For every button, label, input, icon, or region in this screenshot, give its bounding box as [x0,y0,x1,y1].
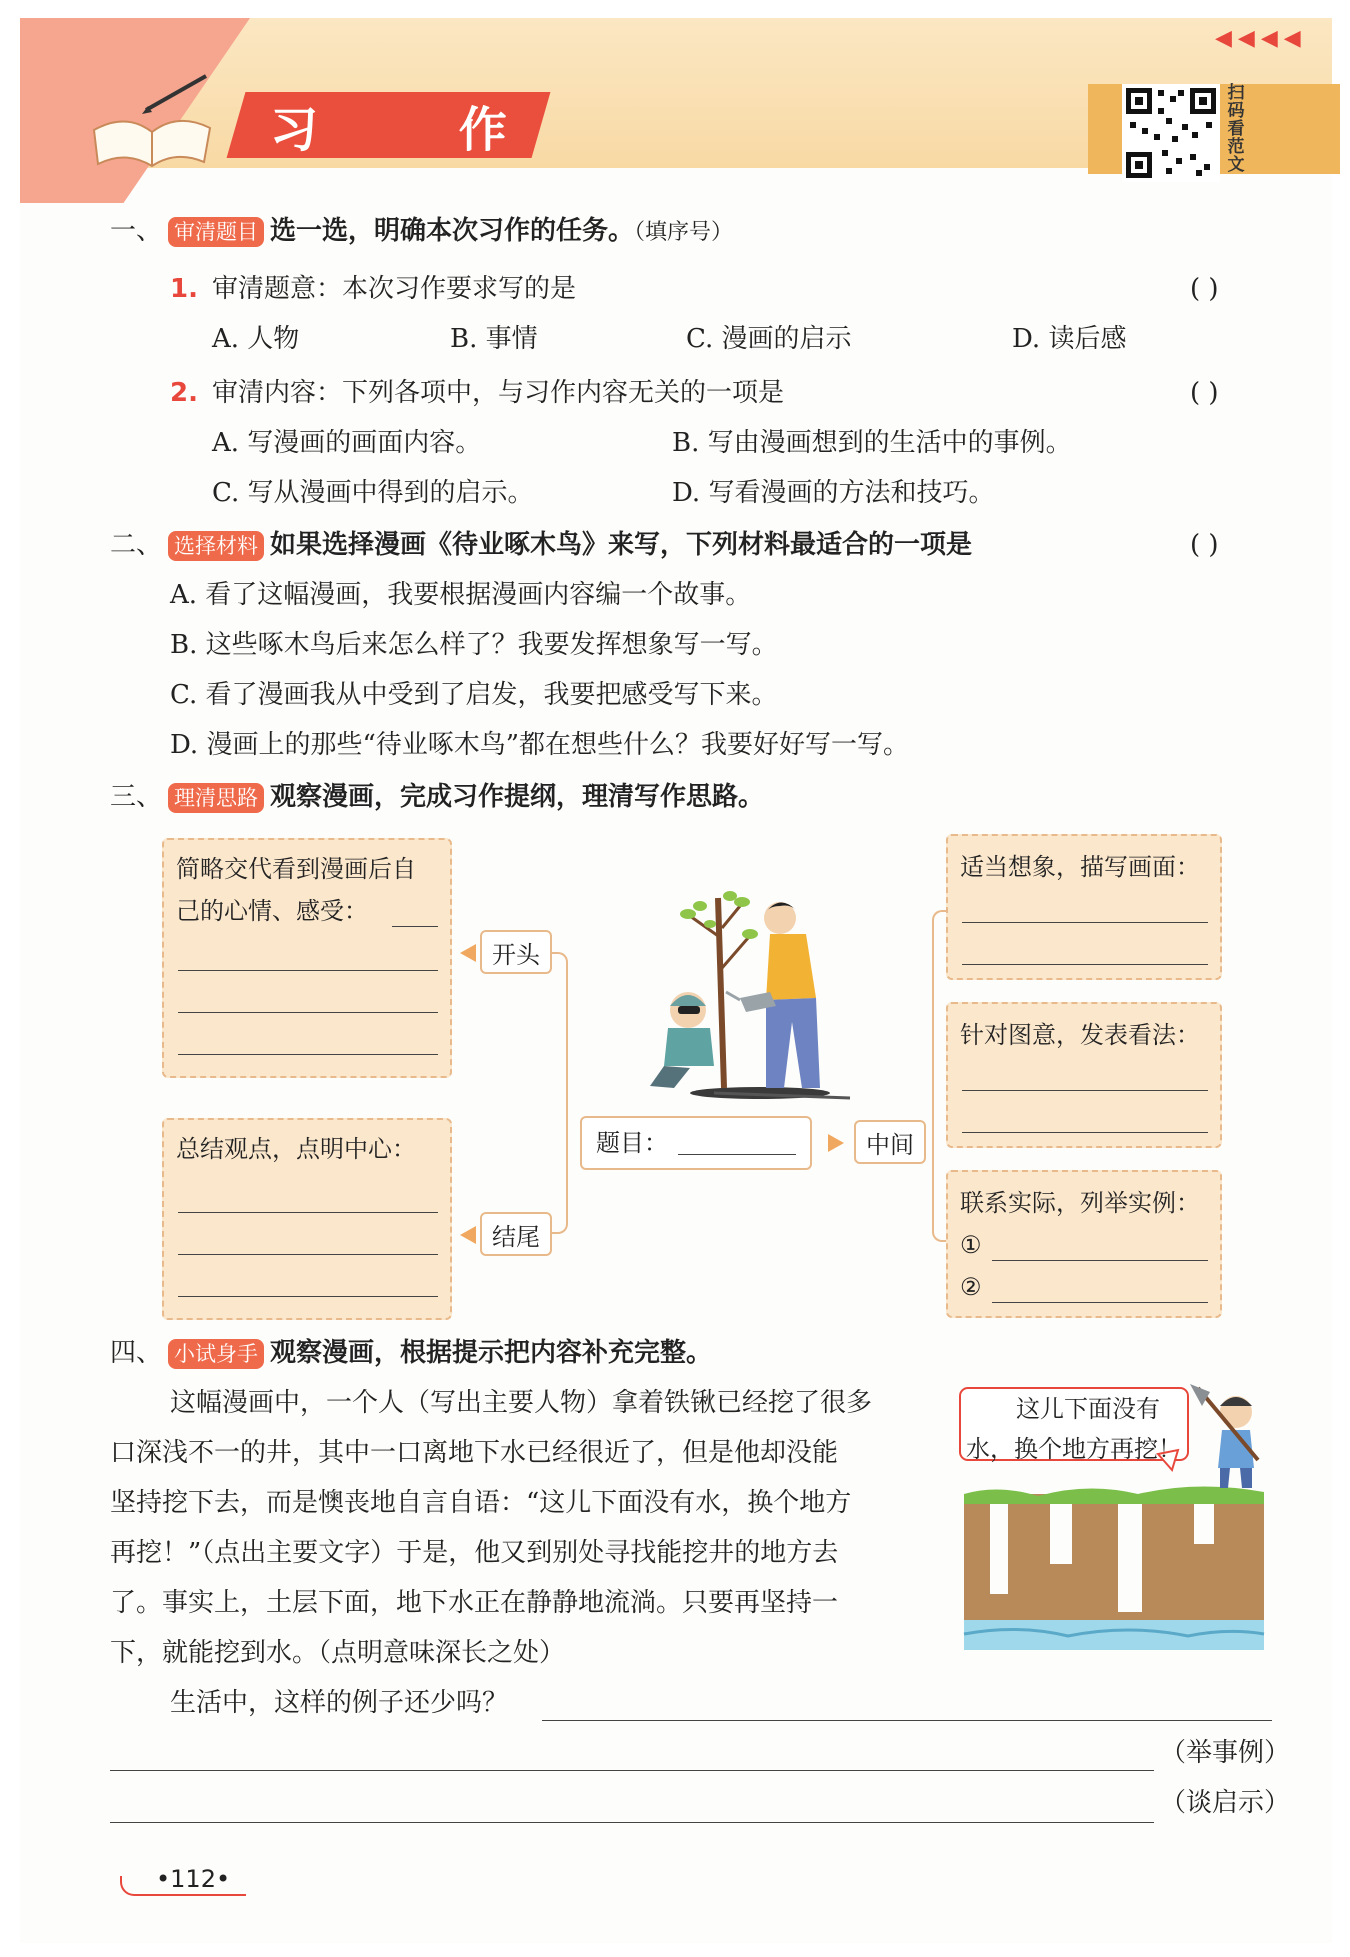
arrow-right-icon [828,1134,844,1152]
well-digging-illustration [958,1384,1276,1670]
q2-option-c: C. 写从漫画中得到的启示。 [212,478,534,508]
qr-code-icon[interactable] [1122,84,1220,182]
outline-box-opening [162,838,452,1078]
section-4-heading [110,1336,712,1370]
arrow-left-icon: ◀ [1260,26,1278,51]
section-1-note: （填序号） [634,220,734,245]
scan-hint-text: 扫码看范文 [1227,83,1245,175]
page-title: 习 作 [270,101,569,158]
arrow-left-icon: ◀ [1283,26,1301,51]
opening-line-3[interactable] [178,1054,438,1055]
answer-line-3[interactable] [110,1822,1154,1823]
title-label: 题目： [596,1129,668,1157]
s2-answer-paren[interactable]: ( ) [1190,530,1219,560]
speech-bubble-line-2: 水，换个地方再挖！ [966,1435,1182,1463]
cartoon-tree-watering-illustration [630,888,860,1106]
tag-example: （举事例） [1160,1738,1291,1768]
ending-line-1[interactable] [178,1212,438,1213]
passage-line-6: 下，就能挖到水。（点明意味深长之处） [110,1638,566,1668]
section-3-number: 三、 [110,782,163,812]
opinion-line-2[interactable] [962,1132,1208,1133]
s2-option-a: A. 看了这幅漫画，我要根据漫画内容编一个故事。 [170,580,752,610]
q1-number: 1. [170,274,198,304]
q1-option-d: D. 读后感 [1012,324,1127,354]
opening-line-2[interactable] [178,1012,438,1013]
tag-insight: （谈启示） [1160,1788,1291,1818]
outline-box-examples [946,1170,1222,1318]
label-zhongjian: 中间 [854,1120,926,1164]
tag-liqing: 理清思路 [168,783,264,813]
tag-xuanze: 选择材料 [168,531,264,561]
s2-option-d: D. 漫画上的那些“待业啄木鸟”都在想些什么？我要好好写一写。 [170,730,910,760]
outline-box-ending [162,1118,452,1320]
q2-option-b: B. 写由漫画想到的生活中的事例。 [672,428,1072,458]
title-box [580,1116,812,1170]
passage-line-1: 这幅漫画中，一个人（写出主要人物）拿着铁锹已经挖了很多 [170,1388,873,1418]
page-number: •112• [156,1865,231,1893]
section-1-text: 选一选，明确本次习作的任务。 [270,216,635,246]
examples-prompt: 联系实际，列举实例： [960,1189,1200,1217]
answer-line-1[interactable] [542,1720,1272,1721]
scan-hint [1222,84,1250,174]
describe-prompt: 适当想象，描写画面： [960,853,1200,881]
section-1-number: 一、 [110,216,163,246]
s2-option-b: B. 这些啄木鸟后来怎么样了？我要发挥想象写一写。 [170,630,778,660]
example-line-1[interactable] [992,1260,1208,1261]
section-4-text: 观察漫画，根据提示把内容补充完整。 [270,1338,713,1368]
arrow-left-icon: ◀ [1237,26,1255,51]
section-2-text: 如果选择漫画《待业啄木鸟》来写，下列材料最适合的一项是 [270,530,973,560]
label-jiewei: 结尾 [480,1212,552,1256]
q2-option-a: A. 写漫画的画面内容。 [212,428,482,458]
opening-prompt-2: 己的心情、感受： [176,897,368,925]
q2-number: 2. [170,378,198,408]
speech-bubble-line-1: 这儿下面没有 [1016,1395,1160,1423]
q1-option-b: B. 事情 [450,324,538,354]
left-bracket [552,952,568,1234]
describe-line-1[interactable] [962,922,1208,923]
section-3-heading [110,780,764,814]
tag-xiaoshi: 小试身手 [168,1339,264,1369]
title-input-line[interactable] [678,1154,796,1155]
tag-shenqing: 审清题目 [168,217,264,247]
section-2-number: 二、 [110,530,163,560]
answer-line-2[interactable] [110,1770,1154,1771]
q2-answer-paren[interactable]: ( ) [1190,378,1219,408]
ending-line-3[interactable] [178,1296,438,1297]
arrow-left-icon [460,1226,476,1244]
example-line-2[interactable] [992,1302,1208,1303]
opening-prompt-1: 简略交代看到漫画后自 [176,855,416,883]
arrow-left-icon: ◀ [1215,26,1232,51]
q1 [170,272,576,306]
passage-line-5: 了。事实上，土层下面，地下水正在静静地流淌。只要再坚持一 [110,1588,839,1618]
label-kaitou: 开头 [480,930,552,974]
q2 [170,376,784,410]
opening-line-0[interactable] [392,926,438,927]
section-4-number: 四、 [110,1338,163,1368]
section-3-text: 观察漫画，完成习作提纲，理清写作思路。 [270,782,765,812]
passage-line-3: 坚持挖下去，而是懊丧地自言自语：“这儿下面没有水，换个地方 [110,1488,852,1518]
s2-option-c: C. 看了漫画我从中受到了启发，我要把感受写下来。 [170,680,778,710]
decorative-arrows [1215,26,1301,51]
ending-prompt: 总结观点，点明中心： [176,1135,416,1163]
q1-option-a: A. 人物 [212,324,300,354]
opinion-line-1[interactable] [962,1090,1208,1091]
q1-option-c: C. 漫画的启示 [686,324,852,354]
q2-text: 审清内容：下列各项中，与习作内容无关的一项是 [211,378,784,408]
outline-box-describe [946,834,1222,980]
q2-option-d: D. 写看漫画的方法和技巧。 [672,478,995,508]
opening-line-1[interactable] [178,970,438,971]
example-2-marker: ② [960,1273,982,1301]
describe-line-2[interactable] [962,964,1208,965]
passage-line-4: 再挖！”（点出主要文字）于是，他又到别处寻找能挖井的地方去 [110,1538,839,1568]
example-1-marker: ① [960,1231,982,1259]
section-1-heading [110,214,733,250]
outline-box-opinion [946,1002,1222,1148]
life-question: 生活中，这样的例子还少吗？ [170,1688,509,1718]
q1-text: 审清题意：本次习作要求写的是 [211,274,576,304]
q1-answer-paren[interactable]: ( ) [1190,274,1219,304]
opinion-prompt: 针对图意，发表看法： [960,1021,1200,1049]
open-book-icon [86,70,216,180]
section-2-heading [110,528,972,562]
ending-line-2[interactable] [178,1254,438,1255]
arrow-left-icon [460,944,476,962]
passage-line-2: 口深浅不一的井，其中一口离地下水已经很近了，但是他却没能 [110,1438,839,1468]
